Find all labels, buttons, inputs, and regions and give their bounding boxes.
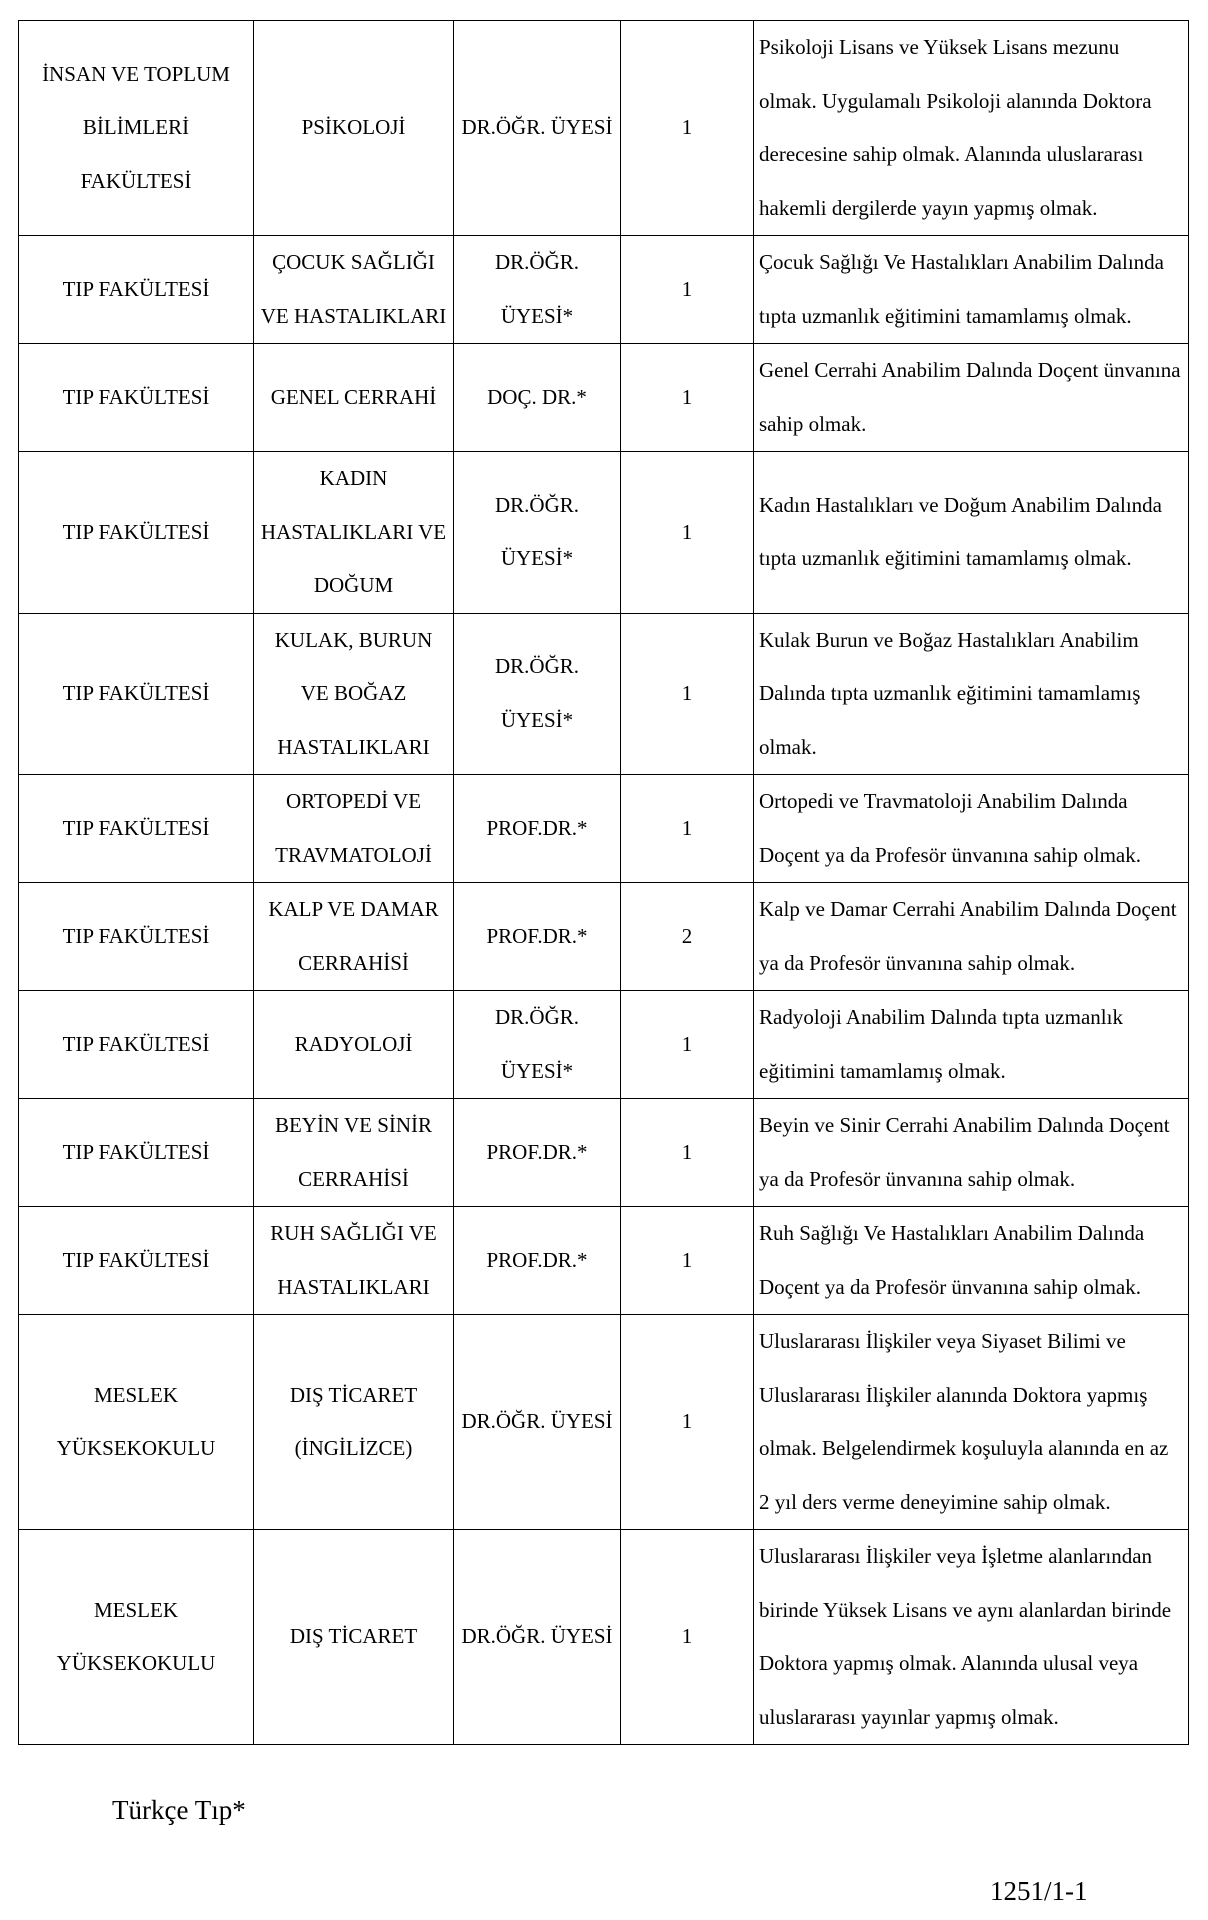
requirement-cell: Kalp ve Damar Cerrahi Anabilim Dalında Doçent ya da Profesör ünvanına sahip olmak. [754, 883, 1189, 991]
title-cell: DR.ÖĞR. ÜYESİ* [454, 613, 621, 775]
title-cell: DR.ÖĞR. ÜYESİ* [454, 452, 621, 614]
faculty-cell: TIP FAKÜLTESİ [19, 775, 254, 883]
requirement-cell: Psikoloji Lisans ve Yüksek Lisans mezunu olmak. Uygulamalı Psikoloji alanında Doktora derecesine sahip olmak. Alanında uluslararası hakemli dergilerde yayın yapmış olmak. [754, 21, 1189, 236]
table-row [19, 1315, 1189, 1530]
requirement-cell: Uluslararası İlişkiler veya İşletme alanlarından birinde Yüksek Lisans ve aynı alanlardan birinde Doktora yapmış olmak. Alanında ulusal veya uluslararası yayınlar yapmış olmak. [754, 1530, 1189, 1745]
table-row [19, 236, 1189, 344]
count-cell: 1 [621, 991, 754, 1099]
requirement-cell: Beyin ve Sinir Cerrahi Anabilim Dalında Doçent ya da Profesör ünvanına sahip olmak. [754, 1099, 1189, 1207]
count-cell: 1 [621, 236, 754, 344]
table-row [19, 21, 1189, 236]
title-cell: PROF.DR.* [454, 1207, 621, 1315]
table-row [19, 452, 1189, 614]
table-row [19, 1530, 1189, 1745]
requirement-cell: Ruh Sağlığı Ve Hastalıkları Anabilim Dalında Doçent ya da Profesör ünvanına sahip olmak. [754, 1207, 1189, 1315]
department-cell: RADYOLOJİ [254, 991, 454, 1099]
positions-table-wrapper [18, 20, 1188, 1745]
table-row [19, 883, 1189, 991]
requirement-cell: Çocuk Sağlığı Ve Hastalıkları Anabilim Dalında tıpta uzmanlık eğitimini tamamlamış olmak. [754, 236, 1189, 344]
title-cell: DOÇ. DR.* [454, 344, 621, 452]
faculty-cell: TIP FAKÜLTESİ [19, 613, 254, 775]
requirement-cell: Kulak Burun ve Boğaz Hastalıkları Anabilim Dalında tıpta uzmanlık eğitimini tamamlamış olmak. [754, 613, 1189, 775]
department-cell: BEYİN VE SİNİR CERRAHİSİ [254, 1099, 454, 1207]
department-cell: KALP VE DAMAR CERRAHİSİ [254, 883, 454, 991]
department-cell: ÇOCUK SAĞLIĞI VE HASTALIKLARI [254, 236, 454, 344]
count-cell: 1 [621, 613, 754, 775]
faculty-cell: TIP FAKÜLTESİ [19, 991, 254, 1099]
department-cell: KULAK, BURUN VE BOĞAZ HASTALIKLARI [254, 613, 454, 775]
footnote: Türkçe Tıp* [112, 1795, 246, 1825]
count-cell: 1 [621, 21, 754, 236]
faculty-cell: TIP FAKÜLTESİ [19, 452, 254, 614]
department-cell: RUH SAĞLIĞI VE HASTALIKLARI [254, 1207, 454, 1315]
department-cell: DIŞ TİCARET (İNGİLİZCE) [254, 1315, 454, 1530]
count-cell: 2 [621, 883, 754, 991]
faculty-cell: TIP FAKÜLTESİ [19, 236, 254, 344]
title-cell: DR.ÖĞR. ÜYESİ [454, 1530, 621, 1745]
title-cell: DR.ÖĞR. ÜYESİ [454, 1315, 621, 1530]
positions-table [18, 20, 1189, 1745]
faculty-cell: TIP FAKÜLTESİ [19, 1207, 254, 1315]
requirement-cell: Uluslararası İlişkiler veya Siyaset Bilimi ve Uluslararası İlişkiler alanında Doktora yapmış olmak. Belgelendirmek koşuluyla alanında en az 2 yıl ders verme deneyimine sahip olmak. [754, 1315, 1189, 1530]
requirement-cell: Genel Cerrahi Anabilim Dalında Doçent ünvanına sahip olmak. [754, 344, 1189, 452]
count-cell: 1 [621, 1530, 754, 1745]
title-cell: PROF.DR.* [454, 775, 621, 883]
title-cell: DR.ÖĞR. ÜYESİ* [454, 236, 621, 344]
count-cell: 1 [621, 775, 754, 883]
department-cell: DIŞ TİCARET [254, 1530, 454, 1745]
faculty-cell: MESLEK YÜKSEKOKULU [19, 1530, 254, 1745]
department-cell: GENEL CERRAHİ [254, 344, 454, 452]
faculty-cell: TIP FAKÜLTESİ [19, 883, 254, 991]
requirement-cell: Kadın Hastalıkları ve Doğum Anabilim Dalında tıpta uzmanlık eğitimini tamamlamış olmak. [754, 452, 1189, 614]
title-cell: DR.ÖĞR. ÜYESİ [454, 21, 621, 236]
count-cell: 1 [621, 452, 754, 614]
title-cell: DR.ÖĞR. ÜYESİ* [454, 991, 621, 1099]
faculty-cell: MESLEK YÜKSEKOKULU [19, 1315, 254, 1530]
table-row [19, 775, 1189, 883]
table-row [19, 1207, 1189, 1315]
requirement-cell: Radyoloji Anabilim Dalında tıpta uzmanlık eğitimini tamamlamış olmak. [754, 991, 1189, 1099]
department-cell: ORTOPEDİ VE TRAVMATOLOJİ [254, 775, 454, 883]
department-cell: KADIN HASTALIKLARI VE DOĞUM [254, 452, 454, 614]
table-row [19, 1099, 1189, 1207]
table-row [19, 991, 1189, 1099]
count-cell: 1 [621, 1315, 754, 1530]
faculty-cell: TIP FAKÜLTESİ [19, 1099, 254, 1207]
faculty-cell: İNSAN VE TOPLUM BİLİMLERİ FAKÜLTESİ [19, 21, 254, 236]
table-row [19, 344, 1189, 452]
department-cell: PSİKOLOJİ [254, 21, 454, 236]
count-cell: 1 [621, 344, 754, 452]
faculty-cell: TIP FAKÜLTESİ [19, 344, 254, 452]
title-cell: PROF.DR.* [454, 1099, 621, 1207]
page-number: 1251/1-1 [990, 1876, 1088, 1906]
title-cell: PROF.DR.* [454, 883, 621, 991]
table-row [19, 613, 1189, 775]
count-cell: 1 [621, 1207, 754, 1315]
requirement-cell: Ortopedi ve Travmatoloji Anabilim Dalında Doçent ya da Profesör ünvanına sahip olmak. [754, 775, 1189, 883]
count-cell: 1 [621, 1099, 754, 1207]
